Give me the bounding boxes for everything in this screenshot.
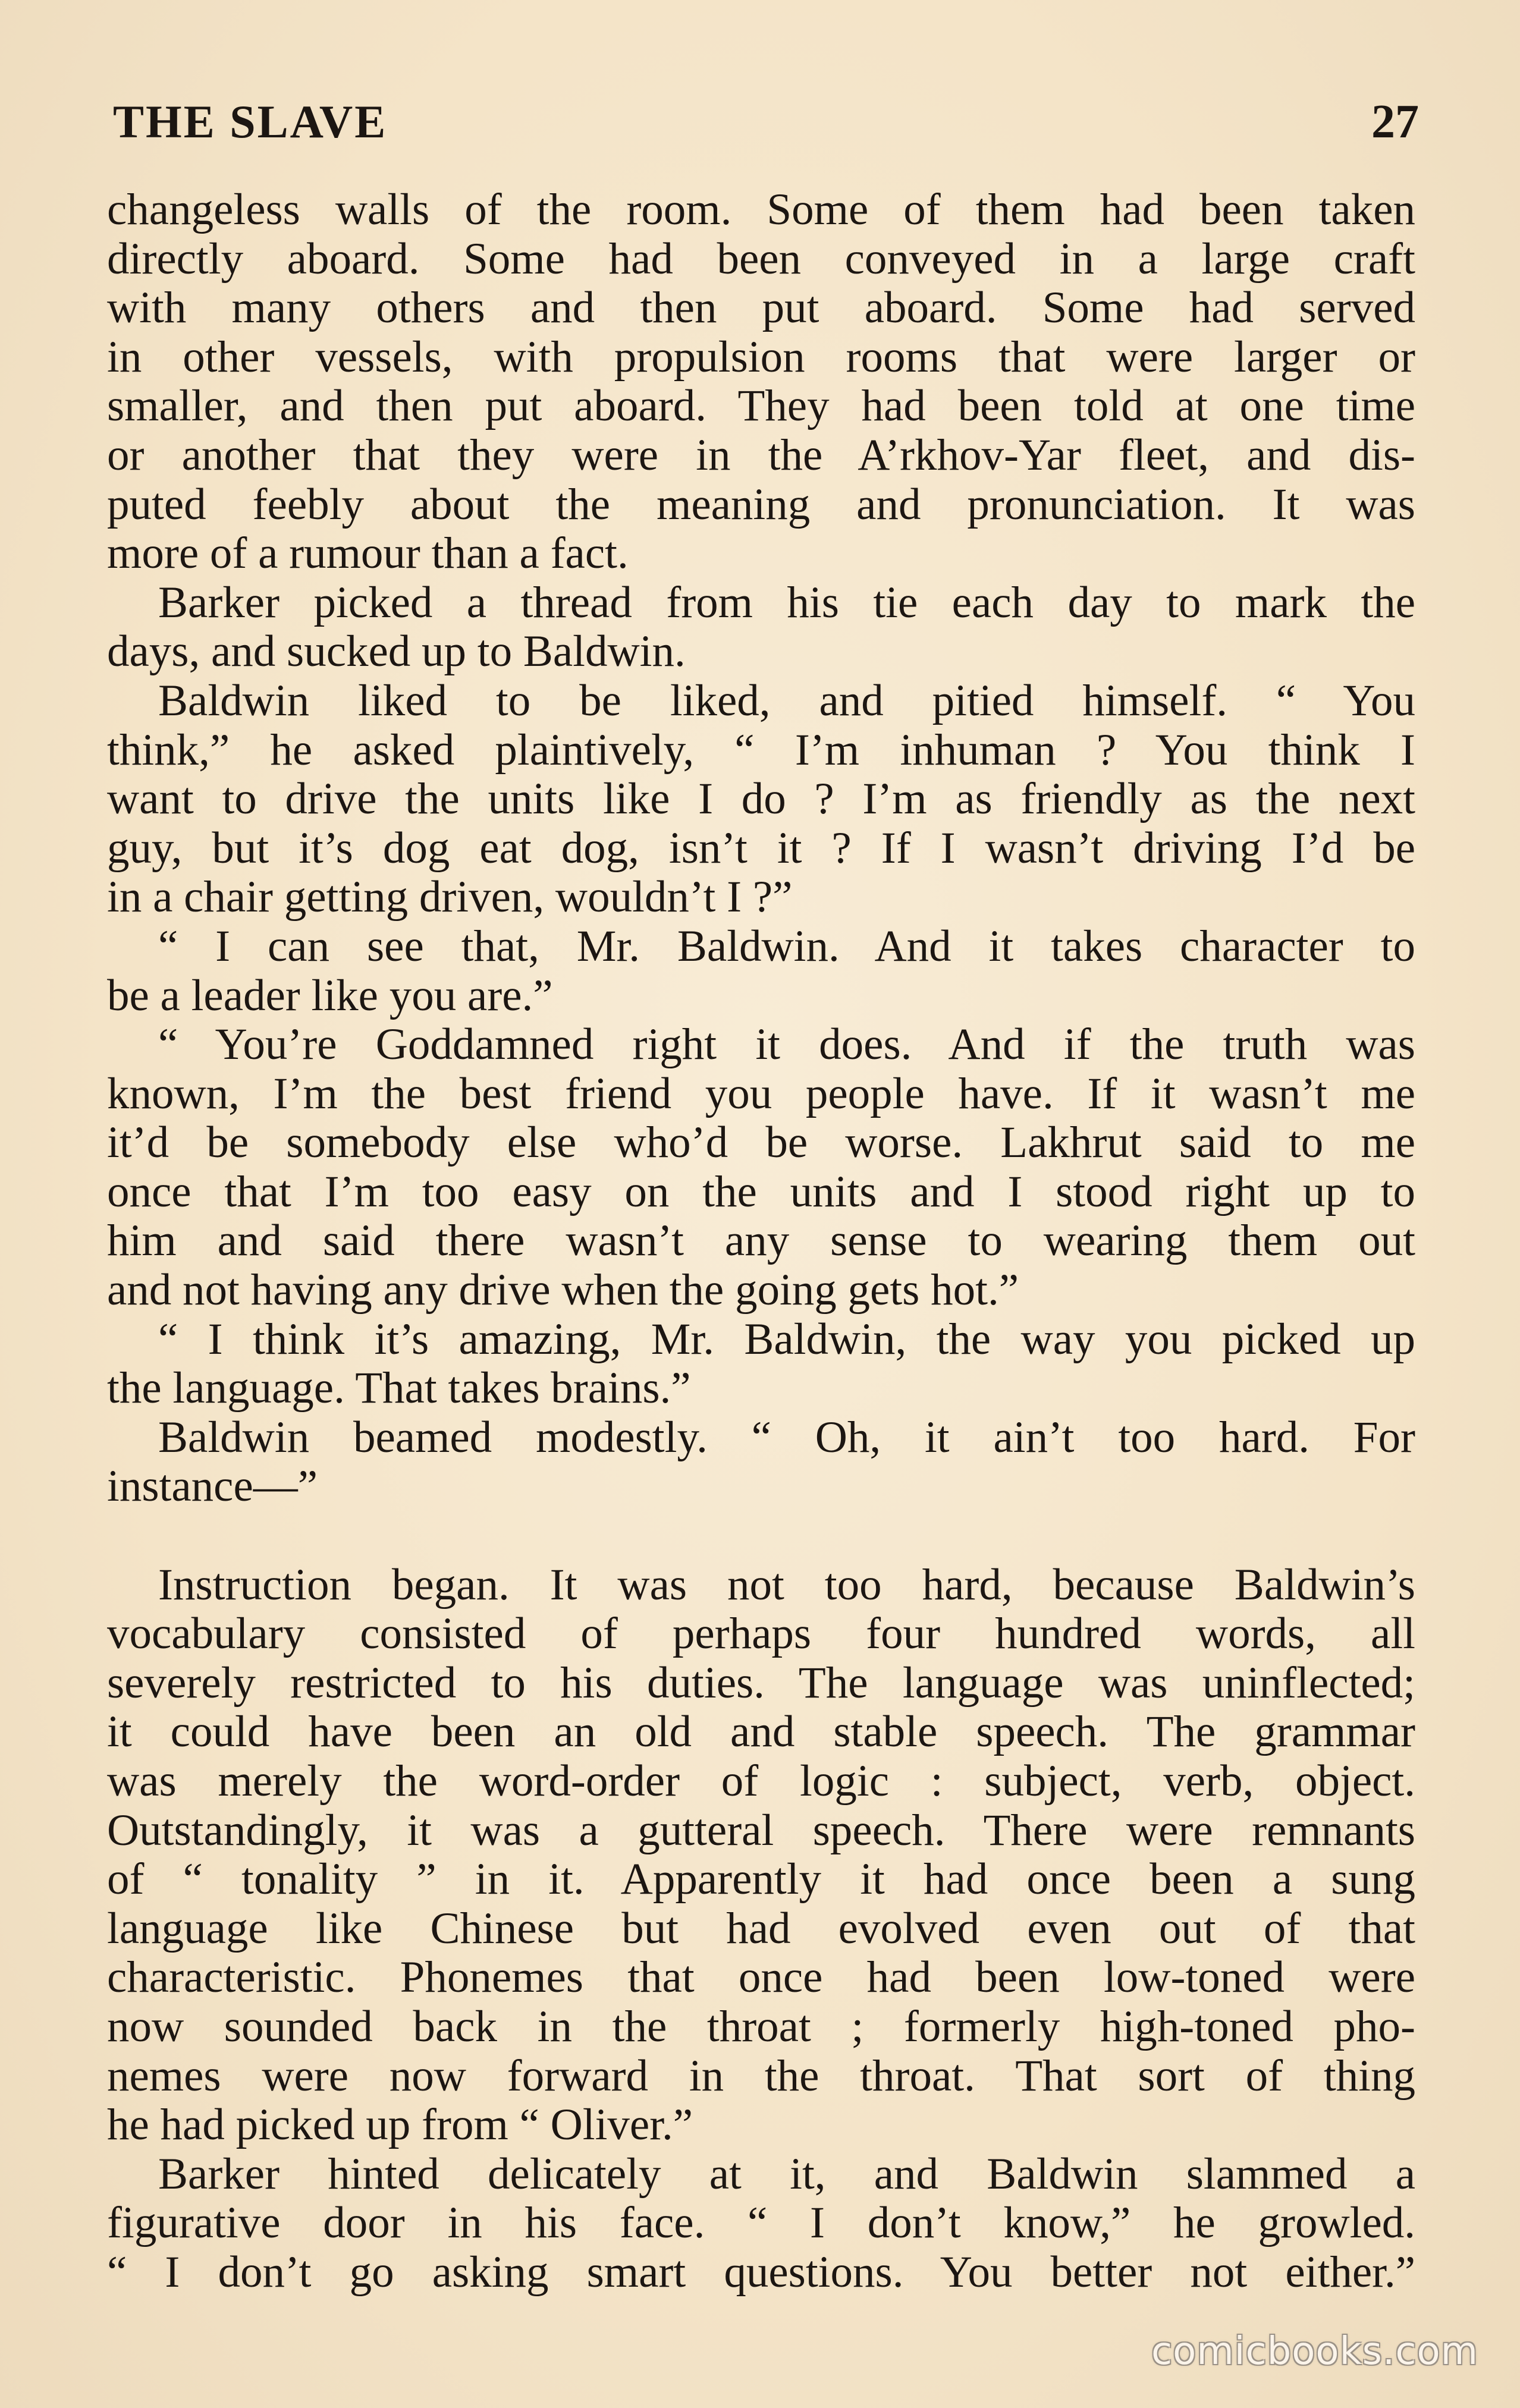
text-line: vocabulary consisted of perhaps four hundred words, all <box>107 1609 1415 1659</box>
text-line: language like Chinese but had evolved even out of that <box>107 1903 1415 1953</box>
text-line: puted feebly about the meaning and pronunciation. It was <box>107 479 1415 529</box>
section-break <box>107 1511 1415 1561</box>
text-line: and not having any drive when the going gets hot.” <box>107 1265 1019 1315</box>
text-line: nemes were now forward in the throat. That sort of thing <box>107 2051 1415 2101</box>
text-line: “ I can see that, Mr. Baldwin. And it takes character to <box>158 921 1415 971</box>
text-line: he had picked up from “ Oliver.” <box>107 2100 693 2150</box>
text-line: Baldwin liked to be liked, and pitied himself. “ You <box>158 675 1415 725</box>
text-line: Instruction began. It was not too hard, because Baldwin’s <box>158 1560 1415 1609</box>
text-line: figurative door in his face. “ I don’t know,” he growled. <box>107 2198 1415 2248</box>
text-line: more of a rumour than a fact. <box>107 529 629 579</box>
text-line: instance—” <box>107 1461 318 1511</box>
page-number: 27 <box>1371 95 1419 148</box>
text-line: in other vessels, with propulsion rooms that were larger or <box>107 332 1415 382</box>
text-line: “ I think it’s amazing, Mr. Baldwin, the way you picked up <box>158 1314 1415 1364</box>
text-line: it’d be somebody else who’d be worse. Lakhrut said to me <box>107 1118 1415 1168</box>
text-line: Barker picked a thread from his tie each day to mark the <box>158 577 1415 627</box>
text-line: characteristic. Phonemes that once had been low-toned were <box>107 1953 1415 2003</box>
text-line: once that I’m too easy on the units and I stood right up to <box>107 1167 1415 1216</box>
text-line: “ I don’t go asking smart questions. You better not either.” <box>107 2247 1415 2297</box>
running-head <box>113 89 1419 155</box>
text-line: directly aboard. Some had been conveyed in a large craft <box>107 234 1415 284</box>
text-line: days, and sucked up to Baldwin. <box>107 627 686 677</box>
text-line: known, I’m the best friend you people have. If it wasn’t me <box>107 1068 1415 1118</box>
text-line: Barker hinted delicately at it, and Baldwin slammed a <box>158 2149 1415 2199</box>
text-line: be a leader like you are.” <box>107 970 553 1020</box>
text-line: want to drive the units like I do ? I’m as friendly as the next <box>107 774 1415 824</box>
text-line: him and said there wasn’t any sense to wearing them out <box>107 1216 1415 1266</box>
running-title: THE SLAVE <box>113 96 388 147</box>
text-line: the language. That takes brains.” <box>107 1363 691 1413</box>
text-line: guy, but it’s dog eat dog, isn’t it ? If I wasn’t driving I’d be <box>107 823 1415 873</box>
text-line: severely restricted to his duties. The language was uninflected; <box>107 1658 1415 1708</box>
text-line: of “ tonality ” in it. Apparently it had once been a sung <box>107 1854 1415 1904</box>
text-line: was merely the word-order of logic : subject, verb, object. <box>107 1756 1415 1806</box>
text-line: or another that they were in the A’rkhov-Yar fleet, and dis- <box>107 430 1415 480</box>
text-line: it could have been an old and stable speech. The grammar <box>107 1707 1415 1757</box>
text-line: changeless walls of the room. Some of them had been taken <box>107 185 1415 234</box>
text-line: “ You’re Goddamned right it does. And if the truth was <box>158 1020 1415 1070</box>
watermark-logo: comicbooks.com <box>1151 2330 1478 2374</box>
body-text <box>107 186 1415 2297</box>
text-line: think,” he asked plaintively, “ I’m inhuman ? You think I <box>107 725 1415 775</box>
text-line: Baldwin beamed modestly. “ Oh, it ain’t too hard. For <box>158 1412 1415 1462</box>
text-line: now sounded back in the throat ; formerly high-toned pho- <box>107 2001 1415 2051</box>
text-line: Outstandingly, it was a gutteral speech. There were remnants <box>107 1805 1415 1855</box>
text-line: with many others and then put aboard. Some had served <box>107 283 1415 333</box>
text-line: smaller, and then put aboard. They had been told at one time <box>107 381 1415 431</box>
text-line: in a chair getting driven, wouldn’t I ?” <box>107 872 793 922</box>
